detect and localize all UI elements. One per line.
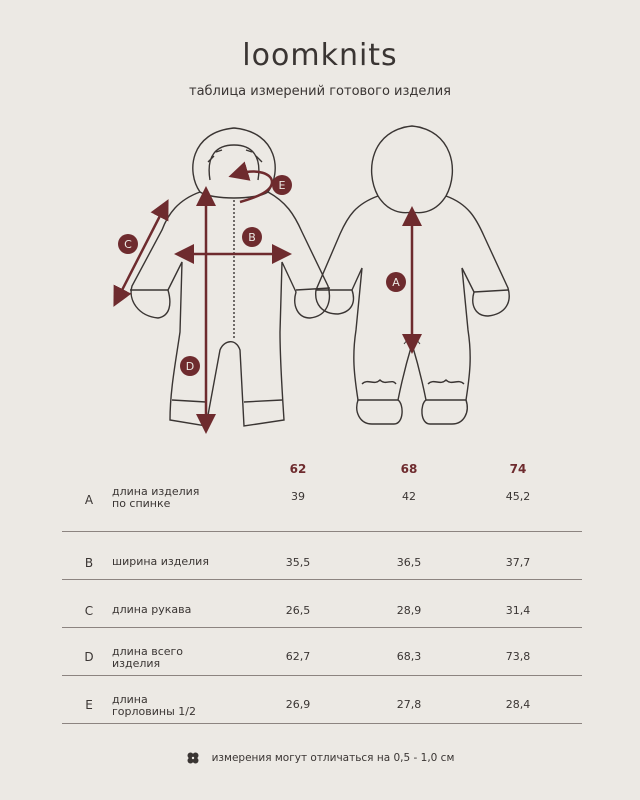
marker-c: C bbox=[124, 238, 132, 251]
table-row bbox=[62, 484, 582, 532]
table-header bbox=[62, 458, 582, 484]
row-label-line: длина рукава bbox=[112, 603, 192, 616]
marker-d: D bbox=[185, 360, 195, 373]
row-label-line: горловины 1/2 bbox=[112, 705, 196, 718]
clover-icon bbox=[186, 751, 200, 765]
row-label bbox=[112, 604, 262, 616]
row-label-line: длина всего bbox=[112, 645, 184, 658]
row-letter: B bbox=[84, 556, 94, 570]
row-letter: C bbox=[84, 604, 94, 618]
brand-logo: loomknits bbox=[242, 38, 398, 73]
row-value: 68,3 bbox=[396, 650, 422, 663]
measurement-labels bbox=[118, 175, 406, 376]
row-value: 26,9 bbox=[285, 698, 311, 711]
measurement-table bbox=[62, 458, 582, 724]
row-value: 31,4 bbox=[505, 604, 531, 617]
measurement-arrows bbox=[118, 172, 412, 424]
table-row bbox=[62, 628, 582, 676]
row-value: 35,5 bbox=[285, 556, 311, 569]
row-label bbox=[112, 646, 262, 670]
row-value: 39 bbox=[291, 490, 305, 503]
row-label bbox=[112, 694, 262, 718]
size-header: 68 bbox=[400, 462, 418, 476]
page-subtitle: таблица измерений готового изделия bbox=[189, 84, 451, 99]
row-label bbox=[112, 486, 262, 510]
row-letter: D bbox=[84, 650, 94, 664]
front-view-outline bbox=[130, 128, 330, 426]
row-value: 28,9 bbox=[396, 604, 422, 617]
row-label bbox=[112, 556, 262, 568]
marker-e: E bbox=[278, 179, 286, 192]
row-label-line: ширина изделия bbox=[112, 555, 209, 568]
size-header: 74 bbox=[509, 462, 527, 476]
table-row bbox=[62, 580, 582, 628]
row-value: 26,5 bbox=[285, 604, 311, 617]
footer-note bbox=[0, 748, 640, 768]
row-value: 28,4 bbox=[505, 698, 531, 711]
row-value: 73,8 bbox=[505, 650, 531, 663]
row-value: 45,2 bbox=[505, 490, 531, 503]
row-label-line: по спинке bbox=[112, 497, 171, 510]
table-row bbox=[62, 676, 582, 724]
row-value: 62,7 bbox=[285, 650, 311, 663]
footer-note-text: измерения могут отличаться на 0,5 - 1,0 см bbox=[211, 752, 455, 764]
row-value: 36,5 bbox=[396, 556, 422, 569]
size-header: 62 bbox=[289, 462, 307, 476]
table-row bbox=[62, 532, 582, 580]
row-value: 37,7 bbox=[505, 556, 531, 569]
row-label-line: длина изделия bbox=[112, 485, 200, 498]
row-label-line: длина bbox=[112, 693, 148, 706]
row-letter: A bbox=[84, 493, 94, 507]
row-label-line: изделия bbox=[112, 657, 161, 670]
marker-b: B bbox=[248, 231, 256, 244]
row-letter: E bbox=[85, 698, 93, 712]
row-value: 42 bbox=[402, 490, 416, 503]
measurement-diagram bbox=[0, 110, 640, 440]
marker-a: A bbox=[392, 276, 400, 289]
row-value: 27,8 bbox=[396, 698, 422, 711]
